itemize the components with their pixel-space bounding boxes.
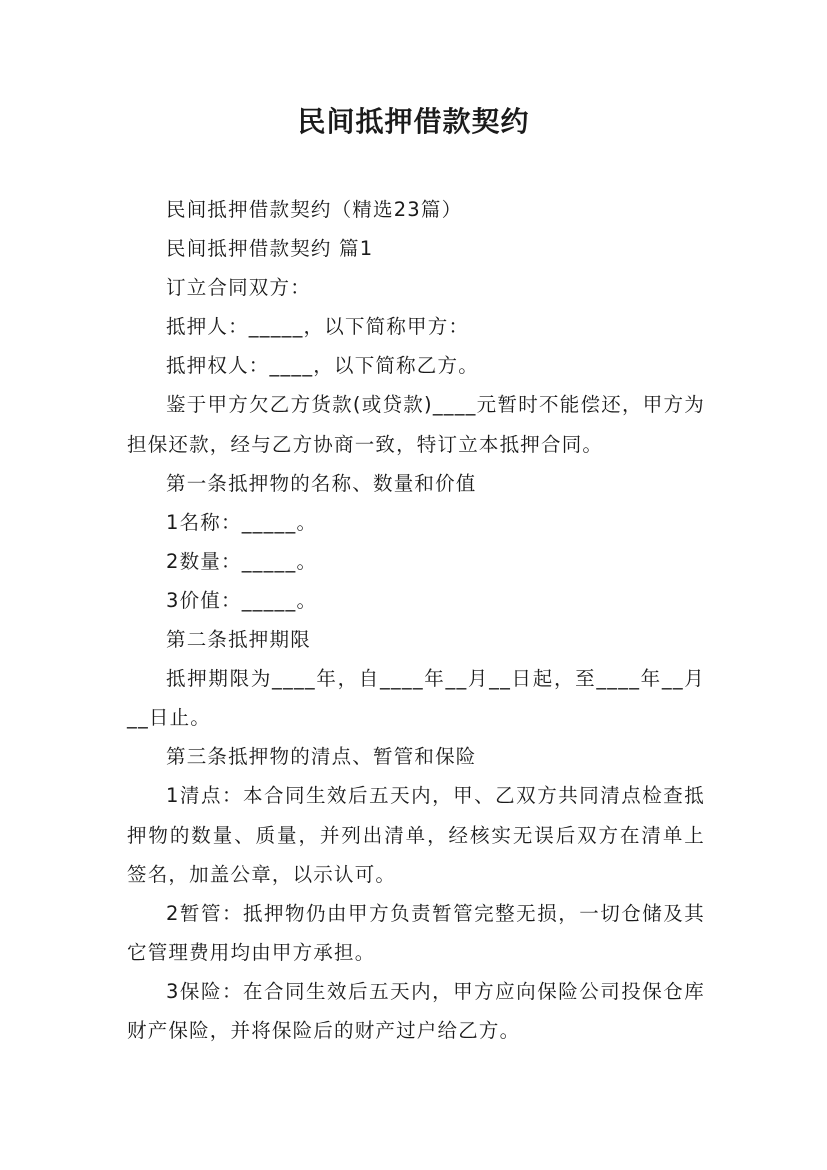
paragraph-article-3-insurance: 3保险：在合同生效后五天内，甲方应向保险公司投保仓库财产保险，并将保险后的财产过户给乙方。: [127, 979, 705, 1042]
paragraph-subtitle: 民间抵押借款契约（精选23篇）: [166, 198, 463, 221]
paragraph-parties-intro: 订立合同双方：: [166, 276, 311, 300]
paragraph-article-2-term: 抵押期限为____年，自____年__月__日起，至____年__月__日止。: [127, 667, 705, 730]
paragraph-article-1-value: 3价值：_____。: [166, 588, 318, 612]
paragraph-article-3-inventory: 1清点：本合同生效后五天内，甲、乙双方共同清点检查抵押物的数量、质量，并列出清单，经核实无误后双方在清单上签名，加盖公章，以示认可。: [127, 784, 705, 886]
paragraph-article-2-heading: 第二条抵押期限: [166, 628, 311, 652]
paragraph-recital: 鉴于甲方欠乙方货款(或贷款)____元暂时不能偿还，甲方为担保还款，经与乙方协商一致，特订立本抵押合同。: [127, 393, 705, 456]
document-body: [127, 190, 705, 1050]
paragraph-mortgagor: 抵押人：_____，以下简称甲方：: [166, 315, 470, 339]
document-title: 民间抵押借款契约: [297, 105, 530, 138]
paragraph-section-heading: 民间抵押借款契约 篇1: [166, 237, 374, 261]
paragraph-article-1-name: 1名称：_____。: [166, 510, 318, 534]
paragraph-article-3-heading: 第三条抵押物的清点、暂管和保险: [166, 745, 477, 769]
paragraph-mortgagee: 抵押权人：____，以下简称乙方。: [166, 354, 479, 378]
paragraph-article-1-quantity: 2数量：_____。: [166, 549, 318, 573]
paragraph-article-1-heading: 第一条抵押物的名称、数量和价值: [166, 471, 477, 495]
paragraph-article-3-custody: 2暂管：抵押物仍由甲方负责暂管完整无损，一切仓储及其它管理费用均由甲方承担。: [127, 901, 705, 964]
